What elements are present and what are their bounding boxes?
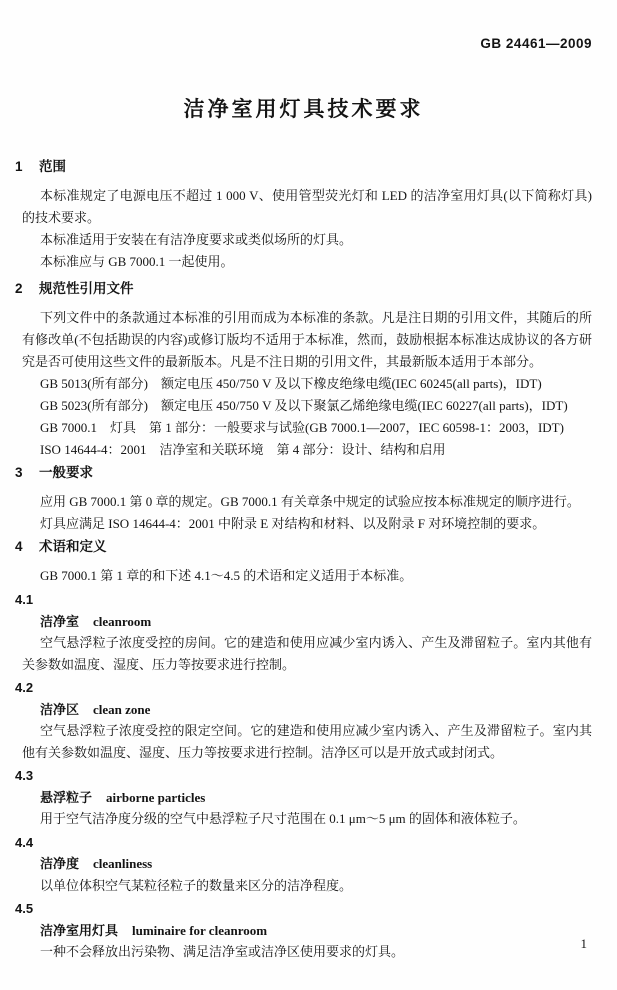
- page-number: 1: [580, 936, 587, 951]
- section-general-requirements: [15, 463, 592, 535]
- section-3-heading: [15, 463, 592, 483]
- section-scope: [15, 157, 592, 273]
- term-zh: 洁净度: [40, 856, 80, 871]
- reference-item: GB 5023(所有部分) 额定电压 450/750 V 及以下聚氯乙烯绝缘电缆(IEC 60227(all parts)，IDT): [40, 398, 568, 413]
- term-airborne-particles: [15, 765, 592, 830]
- term-definition: 一种不会释放出污染物、满足洁净室或洁净区使用要求的灯具。: [40, 944, 405, 959]
- term-definition: 用于空气洁净度分级的空气中悬浮粒子尺寸范围在 0.1 μm～5 μm 的固体和液体粒子。: [40, 811, 526, 826]
- section-2-title: 规范性引用文件: [39, 281, 134, 296]
- term-heading: [40, 853, 592, 875]
- term-clean-zone: [15, 677, 592, 763]
- term-en: airborne particles: [106, 789, 206, 805]
- term-heading: [40, 611, 592, 633]
- section-3-number: 3: [15, 465, 23, 480]
- reference-item: GB 7000.1 灯具 第 1 部分：一般要求与试验(GB 7000.1—2007，IEC 60598-1：2003，IDT): [40, 420, 564, 435]
- term-definition: 以单位体积空气某粒径粒子的数量来区分的洁净程度。: [40, 877, 353, 893]
- section-3-title: 一般要求: [39, 465, 93, 480]
- term-definition: 空气悬浮粒子浓度受控的房间。它的建造和使用应减少室内诱入、产生及滞留粒子。室内其他有关参数如温度、湿度、压力等按要求进行控制。: [22, 635, 592, 672]
- term-number: 4.2: [15, 680, 34, 695]
- term-number: 4.3: [15, 768, 34, 783]
- paragraph: 本标准规定了电源电压不超过 1 000 V、使用管型荧光灯和 LED 的洁净室用灯具(以下简称灯具)的技术要求。: [22, 188, 592, 225]
- reference-item: GB 5013(所有部分) 额定电压 450/750 V 及以下橡皮绝缘电缆(IEC 60245(all parts)，IDT): [40, 376, 542, 391]
- term-cleanroom: [15, 589, 592, 675]
- section-normative-references: [15, 279, 592, 461]
- section-4-title: 术语和定义: [39, 539, 107, 554]
- term-en: clean zone: [93, 701, 151, 717]
- term-luminaire-for-cleanroom: [15, 898, 592, 963]
- section-4-number: 4: [15, 539, 23, 554]
- section-1-title: 范围: [39, 159, 66, 174]
- term-definition: 空气悬浮粒子浓度受控的限定空间。它的建造和使用应减少室内诱入、产生及滞留粒子。室内其他有关参数如温度、湿度、压力等按要求进行控制。洁净区可以是开放式或封闭式。: [22, 723, 592, 760]
- terms-list: [15, 589, 592, 963]
- term-heading: [40, 699, 592, 721]
- section-2-number: 2: [15, 281, 23, 296]
- section-1-number: 1: [15, 159, 23, 174]
- paragraph: GB 7000.1 第 1 章的和下述 4.1～4.5 的术语和定义适用于本标准。: [40, 568, 413, 583]
- document-title: 洁净室用灯具技术要求: [183, 98, 424, 121]
- term-zh: 洁净室用灯具: [40, 922, 119, 938]
- paragraph: 应用 GB 7000.1 第 0 章的规定。GB 7000.1 有关章条中规定的试验应按本标准规定的顺序进行。: [40, 494, 580, 509]
- term-zh: 洁净室: [40, 613, 80, 629]
- standard-number: GB 24461—2009: [480, 36, 592, 51]
- term-cleanliness: [15, 832, 592, 897]
- paragraph: 灯具应满足 ISO 14644-4：2001 中附录 E 对结构和材料、以及附录 F 对环境控制的要求。: [40, 516, 546, 531]
- paragraph: 本标准应与 GB 7000.1 一起使用。: [40, 254, 234, 269]
- section-2-heading: [15, 279, 592, 299]
- term-en: cleanroom: [93, 613, 152, 629]
- term-number: 4.1: [15, 592, 34, 607]
- term-en: cleanliness: [93, 856, 153, 871]
- term-en: luminaire for cleanroom: [132, 922, 268, 938]
- section-1-heading: [15, 157, 592, 177]
- term-zh: 悬浮粒子: [40, 789, 93, 805]
- paragraph: 下列文件中的条款通过本标准的引用而成为本标准的条款。凡是注日期的引用文件，其随后的所有修改单(不包括勘误的内容)或修订版均不适用于本标准，然而，鼓励根据本标准达成协议的各方研究是否可使用这些文件的最新版本。凡是不注日期的引用文件，其最新版本适用于本部分。: [22, 310, 592, 369]
- term-zh: 洁净区: [40, 701, 80, 717]
- term-heading: [40, 920, 592, 942]
- term-number: 4.5: [15, 901, 34, 916]
- paragraph: 本标准适用于安装在有洁净度要求或类似场所的灯具。: [40, 232, 353, 247]
- term-heading: [40, 787, 592, 809]
- section-4-heading: [15, 537, 592, 557]
- reference-item: ISO 14644-4：2001 洁净室和关联环境 第 4 部分：设计、结构和启用: [40, 442, 446, 457]
- section-terms-definitions: [15, 537, 592, 963]
- term-number: 4.4: [15, 834, 34, 850]
